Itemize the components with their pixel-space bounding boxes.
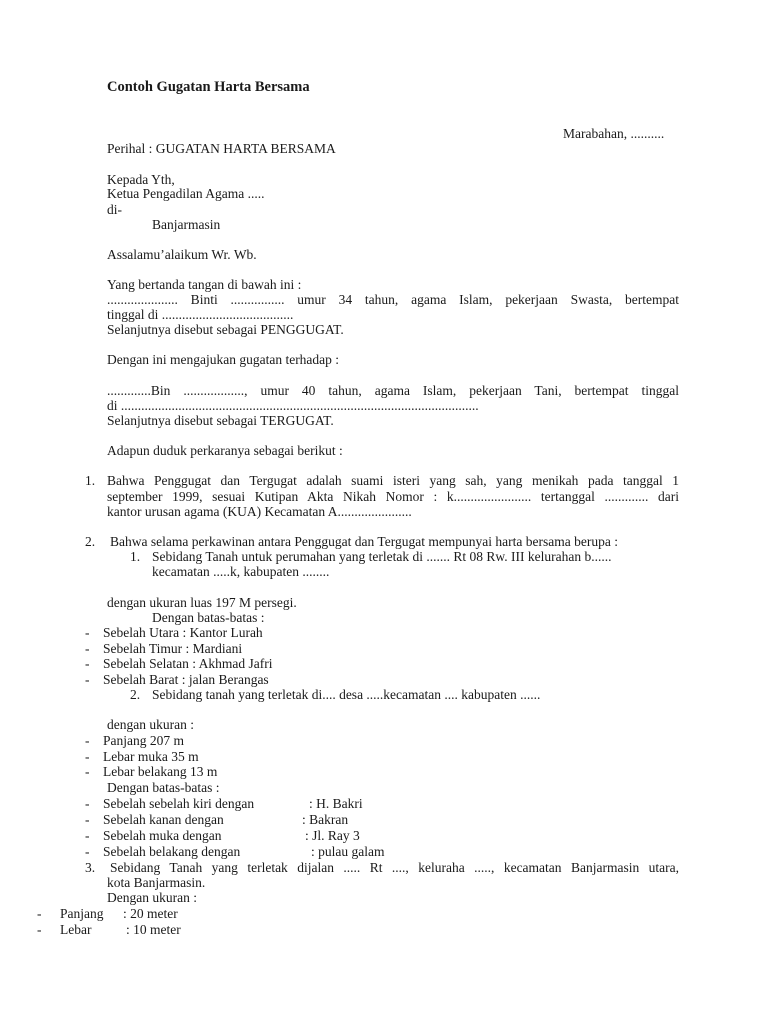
boundary-item: Sebelah Timur : Mardiani xyxy=(103,641,243,656)
boundary-label: Sebelah sebelah kiri dengan xyxy=(103,796,255,811)
list-dash: - xyxy=(85,733,90,748)
document-title: Contoh Gugatan Harta Bersama xyxy=(107,79,310,95)
list-number: 3. xyxy=(85,860,96,875)
asset-line: kecamatan .....k, kabupaten ........ xyxy=(152,564,330,579)
addressee-line: Kepada Yth, xyxy=(107,172,175,187)
list-dash: - xyxy=(85,749,90,764)
boundary-value: : Bakran xyxy=(302,812,349,827)
boundary-label: Sebelah kanan dengan xyxy=(103,812,224,827)
point-line: Bahwa Penggugat dan Tergugat adalah suami isteri yang sah, yang menikah pada tanggal 1 xyxy=(107,473,679,488)
plaintiff-intro: Yang bertanda tangan di bawah ini : xyxy=(107,277,302,292)
list-dash: - xyxy=(85,812,90,827)
list-number: 1. xyxy=(85,473,96,488)
addressee-line: Ketua Pengadilan Agama ..... xyxy=(107,186,265,201)
boundary-value: : pulau galam xyxy=(311,844,385,859)
size-value: : 20 meter xyxy=(123,906,178,921)
size-item: Panjang 207 m xyxy=(103,733,184,748)
boundary-item: Sebelah Selatan : Akhmad Jafri xyxy=(103,656,273,671)
list-dash: - xyxy=(85,641,90,656)
asset-line: kota Banjarmasin. xyxy=(107,875,206,890)
defendant-line: .............Bin .................., umur 40 tahun, agama Islam, pekerjaan Tani, bertempat tinggal xyxy=(107,383,679,398)
addressee-line: di- xyxy=(107,202,122,217)
size-label: Panjang xyxy=(60,906,104,921)
boundary-label: Sebelah muka dengan xyxy=(103,828,222,843)
point-line: Bahwa selama perkawinan antara Penggugat dan Tergugat mempunyai harta bersama berupa : xyxy=(110,534,618,549)
list-number: 1. xyxy=(130,549,141,564)
list-number: 2. xyxy=(85,534,96,549)
size-item: Lebar muka 35 m xyxy=(103,749,199,764)
defendant-intro: Dengan ini mengajukan gugatan terhadap : xyxy=(107,352,340,367)
asset-size: dengan ukuran luas 197 M persegi. xyxy=(107,595,297,610)
boundary-item: Sebelah Utara : Kantor Lurah xyxy=(103,625,263,640)
boundaries-label: Dengan batas-batas : xyxy=(107,780,220,795)
list-number: 2. xyxy=(130,687,141,702)
boundary-value: : H. Bakri xyxy=(309,796,363,811)
plaintiff-line: ..................... Binti ................ umur 34 tahun, agama Islam, pekerjaan Swasta, bertempat xyxy=(107,292,679,307)
list-dash: - xyxy=(85,625,90,640)
plaintiff-line: tinggal di ....................................... xyxy=(107,307,294,322)
list-dash: - xyxy=(85,656,90,671)
subject-line: Perihal : GUGATAN HARTA BERSAMA xyxy=(107,141,336,156)
list-dash: - xyxy=(85,672,90,687)
boundary-item: Sebelah Barat : jalan Berangas xyxy=(103,672,269,687)
size-value: : 10 meter xyxy=(126,922,181,937)
place-date: Marabahan, .......... xyxy=(563,126,665,141)
size-item: Lebar belakang 13 m xyxy=(103,764,218,779)
list-dash: - xyxy=(37,922,42,937)
list-dash: - xyxy=(85,828,90,843)
defendant-line: Selanjutnya disebut sebagai TERGUGAT. xyxy=(107,413,334,428)
point-line: september 1999, sesuai Kutipan Akta Nikah Nomor : k....................... tertanggal ............. dari xyxy=(107,489,679,504)
defendant-line: di .......................................................................................................... xyxy=(107,398,479,413)
size-label: Lebar xyxy=(60,922,92,937)
list-dash: - xyxy=(85,844,90,859)
size-label: Dengan ukuran : xyxy=(107,890,197,905)
size-label: dengan ukuran : xyxy=(107,717,194,732)
list-dash: - xyxy=(85,796,90,811)
boundary-value: : Jl. Ray 3 xyxy=(305,828,360,843)
boundaries-label: Dengan batas-batas : xyxy=(152,610,265,625)
boundary-label: Sebelah belakang dengan xyxy=(103,844,241,859)
greeting: Assalamu’alaikum Wr. Wb. xyxy=(107,247,257,262)
asset-line: Sebidang Tanah yang terletak dijalan ..... Rt ...., keluraha ....., kecamatan Banjarmasin utara, xyxy=(110,860,679,875)
addressee-city: Banjarmasin xyxy=(152,217,221,232)
asset-line: Sebidang tanah yang terletak di.... desa .....kecamatan .... kabupaten ...... xyxy=(152,687,541,702)
point-line: kantor urusan agama (KUA) Kecamatan A...................... xyxy=(107,504,412,519)
asset-line: Sebidang Tanah untuk perumahan yang terletak di ....... Rt 08 Rw. III kelurahan b...... xyxy=(152,549,612,564)
plaintiff-line: Selanjutnya disebut sebagai PENGGUGAT. xyxy=(107,322,344,337)
list-dash: - xyxy=(85,764,90,779)
case-intro: Adapun duduk perkaranya sebagai berikut : xyxy=(107,443,343,458)
list-dash: - xyxy=(37,906,42,921)
